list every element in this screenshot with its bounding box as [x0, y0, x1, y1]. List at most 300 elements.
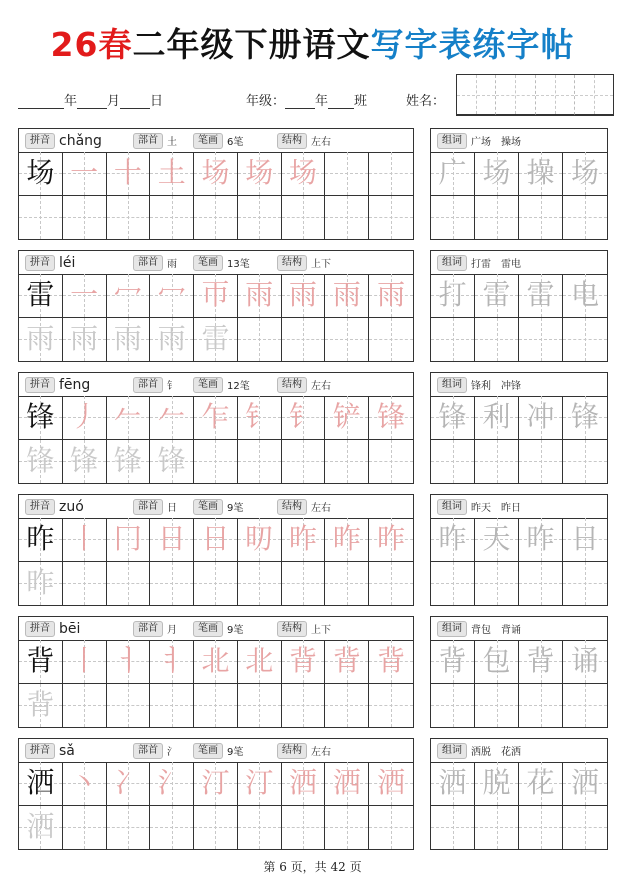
stroke-step: 雨	[289, 278, 318, 312]
structure-tag: 结构	[277, 499, 307, 515]
structure-tag: 结构	[277, 621, 307, 637]
stroke-step-cell[interactable]	[107, 640, 151, 684]
stroke-step: 𠂉	[113, 400, 142, 434]
practice-grid	[18, 128, 414, 240]
year-blank[interactable]	[18, 94, 64, 109]
word-char: 场	[482, 156, 511, 190]
word-char: 洒	[438, 766, 467, 800]
blank-practice-cell[interactable]	[369, 318, 413, 362]
blank-word-cell[interactable]	[563, 318, 607, 362]
stroke-step: 背	[289, 644, 318, 678]
char-info-header	[19, 251, 413, 275]
stroke-step-cell[interactable]	[63, 152, 107, 196]
stroke-step: 昨	[289, 522, 318, 556]
char-info-header	[19, 739, 413, 763]
practice-block	[18, 250, 608, 362]
trace-cell[interactable]	[63, 440, 107, 484]
blank-practice-cell[interactable]	[107, 684, 151, 728]
stroke-step-cell[interactable]	[325, 640, 369, 684]
practice-grid	[18, 494, 414, 606]
stroke-step: 日	[157, 522, 186, 556]
blank-word-cell[interactable]	[431, 440, 475, 484]
blank-practice-cell[interactable]	[325, 196, 369, 240]
stroke-step-cell[interactable]	[369, 762, 413, 806]
blank-practice-cell[interactable]	[369, 806, 413, 850]
main-char: 背	[26, 644, 55, 678]
stroke-step-cell[interactable]	[282, 152, 326, 196]
stroke-step-cell[interactable]	[369, 640, 413, 684]
main-char-cell	[19, 152, 63, 196]
blank-practice-cell[interactable]	[282, 806, 326, 850]
pinyin-value: sǎ	[59, 742, 75, 759]
stroke-step-cell[interactable]	[238, 152, 282, 196]
radical-tag: 部首	[133, 377, 163, 393]
stroke-step: 锋	[377, 400, 406, 434]
blank-practice-cell[interactable]	[194, 684, 238, 728]
words-tag: 组词	[437, 621, 467, 637]
strokes-value: 9笔	[227, 503, 244, 514]
strokes-value: 6笔	[227, 137, 244, 148]
blank-practice-cell[interactable]	[282, 318, 326, 362]
words-text: 锋利 冲锋	[471, 381, 521, 392]
name-box[interactable]	[456, 74, 614, 116]
blank-practice-cell[interactable]	[238, 318, 282, 362]
radical-tag: 部首	[133, 133, 163, 149]
blank-word-cell[interactable]	[563, 562, 607, 606]
stroke-step: 日	[201, 522, 230, 556]
stroke-step: 一	[70, 156, 99, 190]
blank-word-cell[interactable]	[475, 440, 519, 484]
word-char-cell[interactable]	[431, 274, 475, 318]
grade-year-label: 年	[315, 94, 329, 109]
trace-cell[interactable]	[150, 318, 194, 362]
word-grid	[430, 250, 608, 362]
word-header	[431, 739, 607, 763]
radical-tag: 部首	[133, 255, 163, 271]
stroke-step: 场	[201, 156, 230, 190]
blank-practice-cell[interactable]	[194, 196, 238, 240]
stroke-step-cell[interactable]	[238, 640, 282, 684]
word-char: 花	[526, 766, 555, 800]
blank-word-cell[interactable]	[563, 684, 607, 728]
stroke-step-cell[interactable]	[150, 640, 194, 684]
main-char: 洒	[26, 766, 55, 800]
blank-practice-cell[interactable]	[63, 562, 107, 606]
pinyin-tag: 拼音	[25, 133, 55, 149]
word-char: 包	[482, 644, 511, 678]
stroke-step-cell[interactable]	[150, 274, 194, 318]
trace-char: 背	[26, 688, 55, 722]
stroke-step-cell[interactable]	[282, 274, 326, 318]
blank-word-cell[interactable]	[431, 196, 475, 240]
blank-practice-cell[interactable]	[194, 806, 238, 850]
stroke-step-cell[interactable]	[238, 274, 282, 318]
stroke-step-cell[interactable]	[63, 274, 107, 318]
stroke-step-cell[interactable]	[238, 762, 282, 806]
stroke-step: 洒	[377, 766, 406, 800]
trace-cell[interactable]	[19, 440, 63, 484]
blank-practice-cell[interactable]	[107, 806, 151, 850]
stroke-step-cell[interactable]	[325, 274, 369, 318]
word-char: 诵	[570, 644, 599, 678]
stroke-step: 冫	[113, 766, 142, 800]
word-char-cell[interactable]	[563, 152, 607, 196]
strokes-tag: 笔画	[193, 377, 223, 393]
strokes-tag: 笔画	[193, 133, 223, 149]
words-tag: 组词	[437, 743, 467, 759]
word-char-cell[interactable]	[519, 274, 563, 318]
radical-value: 钅	[167, 381, 177, 392]
word-char-cell[interactable]	[519, 762, 563, 806]
blank-practice-cell[interactable]	[282, 684, 326, 728]
stroke-step-cell[interactable]	[194, 274, 238, 318]
pinyin-tag: 拼音	[25, 499, 55, 515]
stroke-step: ㅓ	[114, 644, 142, 678]
blank-practice-cell[interactable]	[369, 196, 413, 240]
blank-practice-cell[interactable]	[282, 562, 326, 606]
words-tag: 组词	[437, 255, 467, 271]
stroke-step-cell[interactable]	[194, 396, 238, 440]
blank-practice-cell[interactable]	[238, 806, 282, 850]
pinyin-value: chǎng	[59, 132, 102, 149]
blank-word-cell[interactable]	[519, 318, 563, 362]
blank-practice-cell[interactable]	[369, 684, 413, 728]
blank-practice-cell[interactable]	[325, 684, 369, 728]
trace-cell[interactable]	[19, 684, 63, 728]
word-char-cell[interactable]	[519, 396, 563, 440]
grade-blank[interactable]	[285, 94, 315, 109]
word-char-cell[interactable]	[475, 274, 519, 318]
word-char: 电	[570, 278, 599, 312]
word-char-cell[interactable]	[475, 396, 519, 440]
words-text: 洒脱 花洒	[471, 747, 521, 758]
blank-word-cell[interactable]	[563, 196, 607, 240]
word-char-cell[interactable]	[563, 274, 607, 318]
stroke-step: 冖	[113, 278, 142, 312]
practice-block	[18, 372, 608, 484]
pinyin-tag: 拼音	[25, 377, 55, 393]
main-char-cell	[19, 274, 63, 318]
words-text: 背包 背诵	[471, 625, 521, 636]
stroke-step-cell[interactable]	[107, 152, 151, 196]
word-char-cell[interactable]	[563, 518, 607, 562]
words-text: 广场 操场	[471, 137, 521, 148]
blank-practice-cell[interactable]	[282, 440, 326, 484]
strokes-tag: 笔画	[193, 499, 223, 515]
structure-tag: 结构	[277, 377, 307, 393]
structure-value: 左右	[311, 137, 331, 148]
blank-practice-cell[interactable]	[63, 806, 107, 850]
word-char-cell[interactable]	[431, 640, 475, 684]
stroke-step-cell[interactable]	[150, 152, 194, 196]
trace-cell[interactable]	[19, 318, 63, 362]
stroke-step: 汀	[245, 766, 274, 800]
structure-tag: 结构	[277, 255, 307, 271]
word-char-cell[interactable]	[431, 518, 475, 562]
structure-tag: 结构	[277, 743, 307, 759]
word-char-cell[interactable]	[475, 518, 519, 562]
word-char: 打	[438, 278, 467, 312]
blank-practice-cell[interactable]	[325, 806, 369, 850]
blank-practice-cell[interactable]	[238, 440, 282, 484]
trace-cell[interactable]	[150, 440, 194, 484]
stroke-step: 丨	[70, 522, 99, 556]
blank-word-cell[interactable]	[519, 440, 563, 484]
stroke-step: 帀	[201, 278, 230, 312]
trace-char: 雨	[157, 322, 186, 356]
blank-practice-cell[interactable]	[150, 684, 194, 728]
word-char: 天	[482, 522, 511, 556]
class-label: 班	[354, 94, 368, 109]
word-grid	[430, 738, 608, 850]
stroke-step-cell[interactable]	[238, 518, 282, 562]
word-char-cell[interactable]	[519, 152, 563, 196]
blank-practice-cell[interactable]	[238, 196, 282, 240]
day-blank[interactable]	[120, 94, 150, 109]
word-char-cell[interactable]	[431, 396, 475, 440]
word-char: 昨	[526, 522, 555, 556]
blank-practice-cell[interactable]	[238, 684, 282, 728]
word-char: 操	[526, 156, 555, 190]
blank-practice-cell[interactable]	[369, 440, 413, 484]
stroke-step: 昨	[377, 522, 406, 556]
year-label: 年	[64, 94, 78, 109]
word-char-cell[interactable]	[431, 152, 475, 196]
word-grid	[430, 616, 608, 728]
stroke-step-cell[interactable]	[63, 396, 107, 440]
stroke-step-cell[interactable]	[107, 274, 151, 318]
main-char-cell	[19, 396, 63, 440]
main-char-cell	[19, 762, 63, 806]
blank-practice-cell[interactable]	[19, 196, 63, 240]
trace-char: 锋	[157, 444, 186, 478]
blank-word-cell[interactable]	[563, 806, 607, 850]
pinyin-tag: 拼音	[25, 621, 55, 637]
trace-char: 雷	[201, 322, 230, 356]
word-char: 背	[526, 644, 555, 678]
stroke-step-cell[interactable]	[150, 518, 194, 562]
word-char: 脱	[482, 766, 511, 800]
word-char: 洒	[570, 766, 599, 800]
radical-tag: 部首	[133, 499, 163, 515]
blank-word-cell[interactable]	[519, 196, 563, 240]
blank-practice-cell[interactable]	[150, 562, 194, 606]
stroke-step-cell[interactable]	[325, 762, 369, 806]
trace-cell[interactable]	[107, 440, 151, 484]
word-char-cell[interactable]	[431, 762, 475, 806]
strokes-value: 9笔	[227, 625, 244, 636]
word-grid	[430, 372, 608, 484]
blank-practice-cell[interactable]	[194, 440, 238, 484]
stroke-step-cell[interactable]	[107, 396, 151, 440]
words-tag: 组词	[437, 377, 467, 393]
main-char-cell	[19, 518, 63, 562]
word-char-cell[interactable]	[475, 640, 519, 684]
stroke-step: 雨	[377, 278, 406, 312]
stroke-step-cell[interactable]	[369, 396, 413, 440]
trace-char: 雨	[26, 322, 55, 356]
word-grid	[430, 494, 608, 606]
stroke-step-cell[interactable]	[107, 762, 151, 806]
blank-practice-cell[interactable]	[282, 196, 326, 240]
trace-cell[interactable]	[63, 318, 107, 362]
trace-cell[interactable]	[194, 318, 238, 362]
stroke-step-cell[interactable]	[282, 762, 326, 806]
word-char-cell[interactable]	[519, 640, 563, 684]
words-text: 打雷 雷电	[471, 259, 521, 270]
month-label: 月	[107, 94, 121, 109]
blank-practice-cell[interactable]	[238, 562, 282, 606]
main-char: 雷	[26, 278, 55, 312]
blank-word-cell[interactable]	[431, 562, 475, 606]
structure-value: 上下	[311, 625, 331, 636]
word-char-cell[interactable]	[563, 762, 607, 806]
practice-block	[18, 738, 608, 850]
word-char-cell[interactable]	[475, 152, 519, 196]
word-char-cell[interactable]	[519, 518, 563, 562]
stroke-step-cell[interactable]	[107, 518, 151, 562]
blank-practice-cell[interactable]	[325, 318, 369, 362]
stroke-step-cell[interactable]	[63, 640, 107, 684]
trace-cell[interactable]	[107, 318, 151, 362]
stroke-step-cell[interactable]	[238, 396, 282, 440]
blank-word-cell[interactable]	[519, 806, 563, 850]
practice-block	[18, 128, 608, 240]
strokes-tag: 笔画	[193, 743, 223, 759]
stroke-step-cell[interactable]	[194, 152, 238, 196]
stroke-step: 十	[113, 156, 142, 190]
trace-cell[interactable]	[19, 806, 63, 850]
blank-word-cell[interactable]	[431, 684, 475, 728]
word-header	[431, 251, 607, 275]
stroke-step-cell[interactable]	[194, 640, 238, 684]
blank-word-cell[interactable]	[431, 806, 475, 850]
word-char: 场	[570, 156, 599, 190]
trace-cell[interactable]	[19, 562, 63, 606]
class-blank[interactable]	[328, 94, 354, 109]
blank-word-cell[interactable]	[475, 196, 519, 240]
radical-value: 氵	[167, 747, 177, 758]
strokes-tag: 笔画	[193, 621, 223, 637]
radical-tag: 部首	[133, 743, 163, 759]
stroke-step: 雨	[245, 278, 274, 312]
stroke-step: 背	[332, 644, 361, 678]
blank-practice-cell[interactable]	[194, 562, 238, 606]
stroke-step-cell[interactable]	[325, 396, 369, 440]
blank-practice-cell[interactable]	[150, 806, 194, 850]
stroke-step: 土	[157, 156, 186, 190]
stroke-step: 丿	[70, 400, 99, 434]
stroke-step-cell[interactable]	[194, 762, 238, 806]
blank-word-cell[interactable]	[475, 318, 519, 362]
blank-word-cell[interactable]	[563, 440, 607, 484]
month-blank[interactable]	[77, 94, 107, 109]
word-header	[431, 495, 607, 519]
stroke-step-cell[interactable]	[282, 640, 326, 684]
practice-grid	[18, 250, 414, 362]
blank-word-cell[interactable]	[519, 562, 563, 606]
word-char-cell[interactable]	[475, 762, 519, 806]
word-char: 雷	[526, 278, 555, 312]
word-grid	[430, 128, 608, 240]
practice-grid	[18, 738, 414, 850]
blank-practice-cell[interactable]	[107, 196, 151, 240]
radical-value: 月	[167, 625, 177, 636]
blank-practice-cell[interactable]	[107, 562, 151, 606]
blank-word-cell[interactable]	[519, 684, 563, 728]
blank-practice-cell[interactable]	[369, 562, 413, 606]
words-tag: 组词	[437, 499, 467, 515]
words-text: 昨天 昨日	[471, 503, 521, 514]
trace-char: 雨	[70, 322, 99, 356]
stroke-step-cell[interactable]	[150, 396, 194, 440]
blank-practice-cell[interactable]	[63, 684, 107, 728]
stroke-step-cell[interactable]	[369, 274, 413, 318]
blank-practice-cell[interactable]	[325, 152, 369, 196]
stroke-step-cell[interactable]	[63, 762, 107, 806]
page-footer: 第 6 页，共 42 页	[263, 860, 362, 874]
stroke-step-cell[interactable]	[325, 518, 369, 562]
word-char: 利	[482, 400, 511, 434]
word-char: 昨	[438, 522, 467, 556]
stroke-step: 一	[70, 278, 99, 312]
blank-practice-cell[interactable]	[369, 152, 413, 196]
blank-word-cell[interactable]	[475, 806, 519, 850]
stroke-step-cell[interactable]	[369, 518, 413, 562]
blank-word-cell[interactable]	[431, 318, 475, 362]
pinyin-value: léi	[59, 254, 76, 271]
blank-practice-cell[interactable]	[63, 196, 107, 240]
structure-value: 左右	[311, 747, 331, 758]
blank-word-cell[interactable]	[475, 562, 519, 606]
blank-practice-cell[interactable]	[150, 196, 194, 240]
blank-practice-cell[interactable]	[325, 562, 369, 606]
stroke-step-cell[interactable]	[63, 518, 107, 562]
strokes-value: 12笔	[227, 381, 250, 392]
word-char: 日	[570, 522, 599, 556]
word-char: 背	[438, 644, 467, 678]
stroke-step: 𠂉	[157, 400, 186, 434]
day-label: 日	[150, 94, 164, 109]
stroke-step: 洒	[332, 766, 361, 800]
practice-block	[18, 616, 608, 728]
radical-tag: 部首	[133, 621, 163, 637]
stroke-step: 雨	[332, 278, 361, 312]
radical-value: 雨	[167, 259, 177, 270]
word-header	[431, 129, 607, 153]
stroke-step: 氵	[157, 766, 186, 800]
strokes-value: 13笔	[227, 259, 250, 270]
stroke-step-cell[interactable]	[282, 396, 326, 440]
stroke-step-cell[interactable]	[150, 762, 194, 806]
stroke-step-cell[interactable]	[282, 518, 326, 562]
pinyin-value: bēi	[59, 620, 81, 637]
stroke-step-cell[interactable]	[194, 518, 238, 562]
stroke-step: 冖	[157, 278, 186, 312]
word-char-cell[interactable]	[563, 640, 607, 684]
stroke-step: 冂	[113, 522, 142, 556]
strokes-tag: 笔画	[193, 255, 223, 271]
char-info-header	[19, 495, 413, 519]
pinyin-tag: 拼音	[25, 743, 55, 759]
word-char-cell[interactable]	[563, 396, 607, 440]
page-title	[0, 22, 625, 68]
stroke-step: 钅	[245, 400, 274, 434]
blank-word-cell[interactable]	[475, 684, 519, 728]
word-char: 广	[438, 156, 467, 190]
structure-value: 左右	[311, 381, 331, 392]
blank-practice-cell[interactable]	[325, 440, 369, 484]
